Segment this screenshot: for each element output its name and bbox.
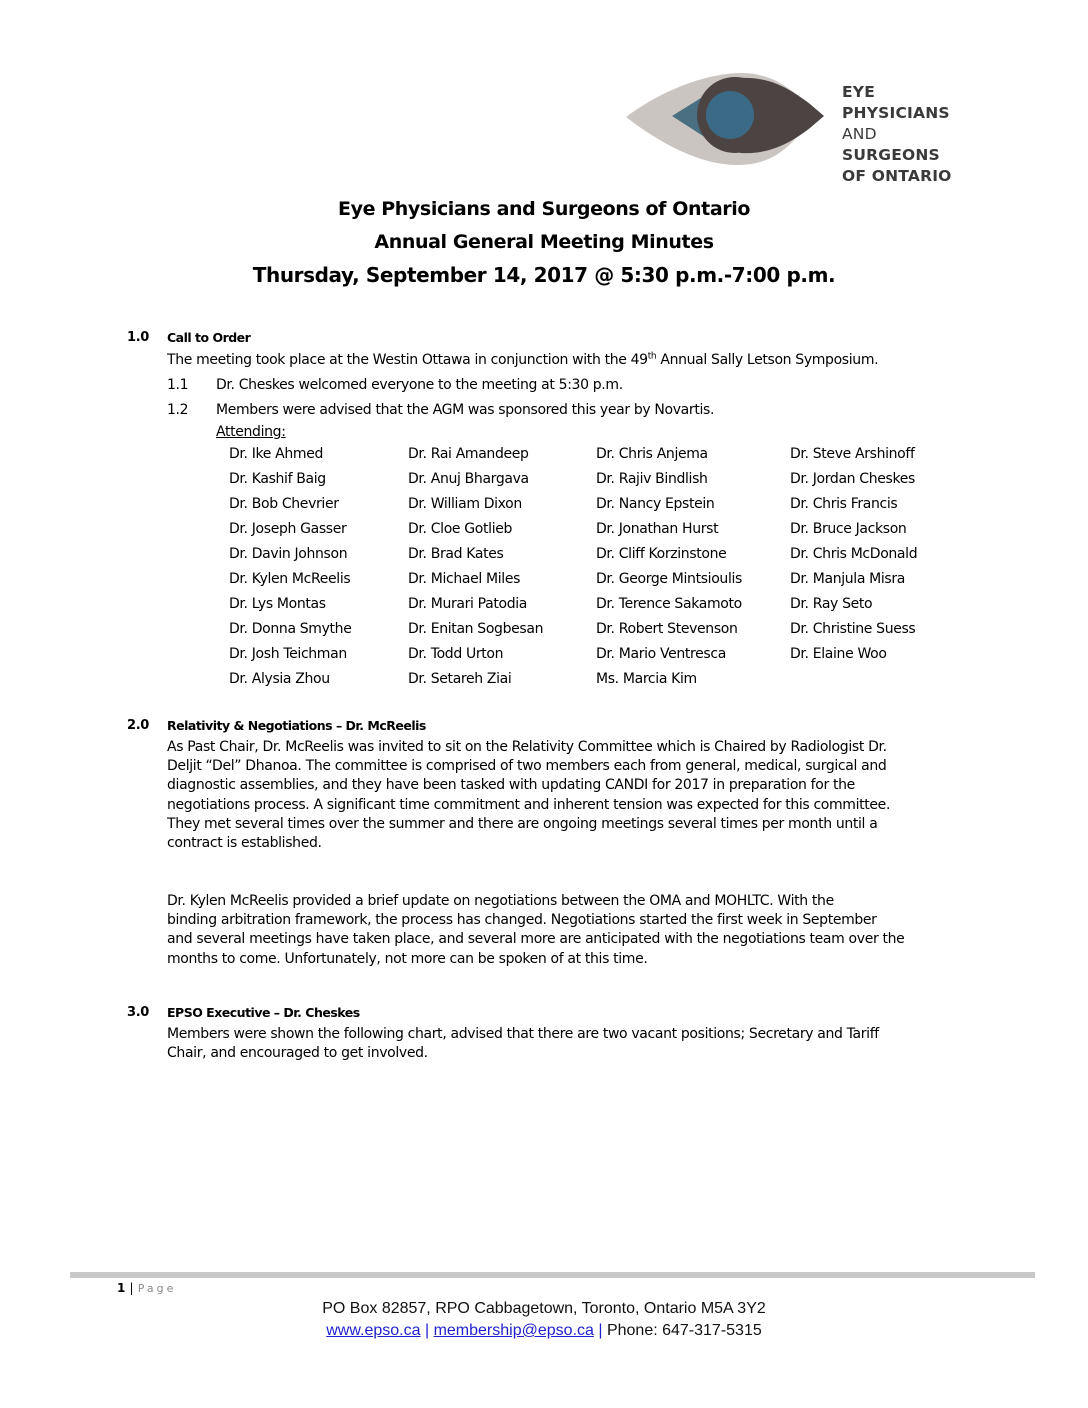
page-number-value: 1 [117, 1281, 126, 1295]
attendee-name: Dr. Christine Suess [790, 621, 916, 637]
paragraph-line: They met several times over the summer and there are ongoing meetings several times per month until a [167, 815, 878, 832]
attendee-name: Dr. George Mintsioulis [596, 571, 742, 587]
logo-line-2a: AND [842, 125, 877, 143]
section-paragraph [167, 1025, 967, 1063]
title-organization: Eye Physicians and Surgeons of Ontario [338, 198, 750, 220]
paragraph-line: Chair, and encouraged to get involved. [167, 1045, 428, 1062]
attendee-name: Dr. Chris McDonald [790, 546, 918, 562]
item-number: 1.1 [167, 377, 189, 393]
attendee-name: Dr. Kylen McReelis [229, 571, 351, 587]
attendee-name: Dr. Todd Urton [408, 646, 504, 662]
attendee-name: Dr. Donna Smythe [229, 621, 352, 637]
paragraph-line: binding arbitration framework, the process has changed. Negotiations started the first week in September [167, 912, 877, 929]
footer-separator: | [424, 1322, 430, 1339]
website-link[interactable]: www.epso.ca [326, 1322, 421, 1339]
section-intro [167, 352, 878, 368]
attendee-name: Dr. Cloe Gotlieb [408, 521, 513, 537]
item-text: Dr. Cheskes welcomed everyone to the meeting at 5:30 p.m. [216, 377, 623, 393]
paragraph-line: negotiations process. A significant time commitment and inherent tension was expected for this committee. [167, 796, 891, 813]
section-heading-call-to-order: Call to Order [167, 330, 251, 345]
attendee-name: Dr. Ike Ahmed [229, 446, 323, 462]
paragraph-line: Deljit “Del” Dhanoa. The committee is comprised of two members each from general, medical, surgical and [167, 758, 887, 775]
document-title [0, 193, 1088, 292]
paragraph-line: months to come. Unfortunately, not more can be spoken of at this time. [167, 950, 648, 967]
footer-address: PO Box 82857, RPO Cabbagetown, Toronto, Ontario M5A 3Y2 [322, 1300, 766, 1317]
title-meeting: Annual General Meeting Minutes [374, 231, 714, 253]
attendee-name: Dr. Rai Amandeep [408, 446, 529, 462]
attendee-name: Dr. Elaine Woo [790, 646, 887, 662]
intro-superscript: th [647, 351, 657, 362]
logo-line-2b: SURGEONS [842, 146, 940, 164]
attending-label-text: Attending [216, 424, 282, 440]
attendee-name: Dr. Lys Montas [229, 596, 326, 612]
attendee-name: Dr. Chris Anjema [596, 446, 708, 462]
attendee-name: Dr. Josh Teichman [229, 646, 347, 662]
item-text: Members were advised that the AGM was sponsored this year by Novartis. [216, 402, 715, 418]
attendee-name: Dr. Steve Arshinoff [790, 446, 915, 462]
section-number: 1.0 [127, 330, 149, 345]
logo-text [842, 82, 962, 187]
paragraph-line: Dr. Kylen McReelis provided a brief update on negotiations between the OMA and MOHLTC. With the [167, 893, 834, 909]
paragraph-line: diagnostic assemblies, and they have been tasked with updating CANDI for 2017 in preparation for the [167, 777, 855, 794]
attendee-name: Dr. Cliff Korzinstone [596, 546, 727, 562]
attendee-name: Dr. Kashif Baig [229, 471, 326, 487]
section-paragraph [167, 738, 967, 853]
attendee-name: Dr. Ray Seto [790, 596, 873, 612]
email-link[interactable]: membership@epso.ca [433, 1322, 594, 1339]
section-paragraph [167, 892, 967, 969]
attendee-name: Dr. Brad Kates [408, 546, 504, 562]
attendees-column [229, 445, 351, 695]
logo-line-1: EYE PHYSICIANS [842, 83, 950, 122]
epso-logo [622, 70, 962, 185]
paragraph-line: and several meetings have taken place, and several more are anticipated with the negotiations team over the [167, 931, 905, 948]
intro-text: The meeting took place at the Westin Ottawa in conjunction with the 49 [167, 352, 648, 368]
attendee-name: Dr. Terence Sakamoto [596, 596, 742, 612]
paragraph-line: contract is established. [167, 835, 322, 852]
footer-phone: Phone: 647-317-5315 [606, 1322, 762, 1339]
attendees-column [408, 445, 543, 695]
paragraph-line: Members were shown the following chart, advised that there are two vacant positions; Secretary and Tariff [167, 1026, 879, 1042]
attendee-name: Dr. Enitan Sogbesan [408, 621, 544, 637]
page-word: Page [137, 1282, 177, 1295]
page-separator: | [129, 1281, 134, 1295]
eye-logo-icon [622, 70, 832, 170]
item-number: 1.2 [167, 402, 189, 418]
attendee-name: Dr. Anuj Bhargava [408, 471, 529, 487]
section-heading-executive: EPSO Executive – Dr. Cheskes [167, 1005, 360, 1020]
page-number [117, 1281, 176, 1295]
attendees-column [790, 445, 917, 670]
attendee-name: Ms. Marcia Kim [596, 671, 697, 687]
attendee-name: Dr. Mario Ventresca [596, 646, 726, 662]
attendee-name: Dr. Jonathan Hurst [596, 521, 719, 537]
section-number: 3.0 [127, 1005, 149, 1020]
attendee-name: Dr. Rajiv Bindlish [596, 471, 708, 487]
attendee-name: Dr. Bruce Jackson [790, 521, 907, 537]
attendee-name: Dr. Manjula Misra [790, 571, 906, 587]
attending-label [216, 424, 286, 440]
attendee-name: Dr. Michael Miles [408, 571, 521, 587]
attendee-name: Dr. Davin Johnson [229, 546, 348, 562]
attendee-name: Dr. Chris Francis [790, 496, 898, 512]
attendee-name: Dr. William Dixon [408, 496, 522, 512]
attendee-name: Dr. Bob Chevrier [229, 496, 339, 512]
attendee-name: Dr. Joseph Gasser [229, 521, 347, 537]
logo-line-3: OF ONTARIO [842, 167, 952, 185]
attendee-name: Dr. Robert Stevenson [596, 621, 738, 637]
attendees-column [596, 445, 742, 695]
attendee-name: Dr. Alysia Zhou [229, 671, 330, 687]
attendee-name: Dr. Jordan Cheskes [790, 471, 915, 487]
attendee-name: Dr. Murari Patodia [408, 596, 528, 612]
footer-separator: | [598, 1322, 603, 1339]
footer-divider [70, 1272, 1035, 1278]
intro-text-end: Annual Sally Letson Symposium. [656, 352, 879, 368]
attendee-name: Dr. Setareh Ziai [408, 671, 512, 687]
section-number: 2.0 [127, 718, 149, 733]
attending-colon: : [281, 424, 286, 440]
title-date: Thursday, September 14, 2017 @ 5:30 p.m.-7:00 p.m. [252, 263, 836, 287]
attendee-name: Dr. Nancy Epstein [596, 496, 715, 512]
footer-contact [0, 1322, 1088, 1340]
paragraph-line: As Past Chair, Dr. McReelis was invited to sit on the Relativity Committee which is Chaired by Radiologist Dr. [167, 739, 887, 755]
section-heading-relativity: Relativity & Negotiations – Dr. McReelis [167, 718, 426, 733]
